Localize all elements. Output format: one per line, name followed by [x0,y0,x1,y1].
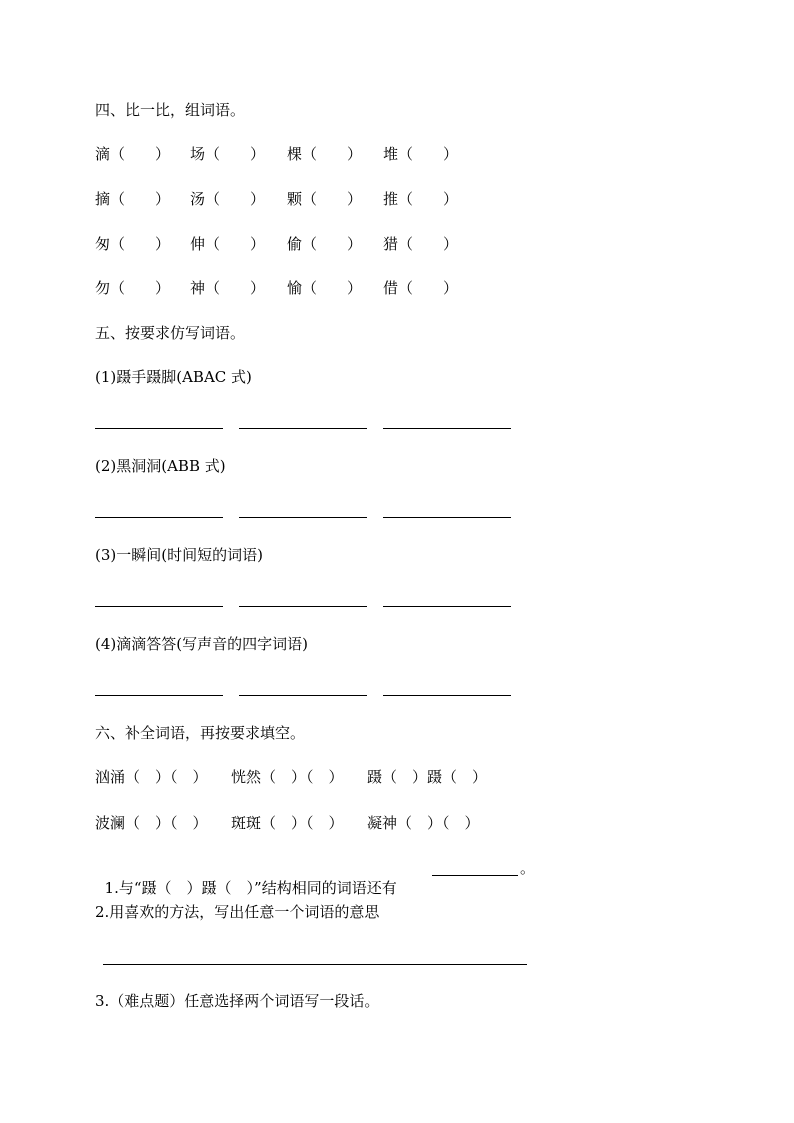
word-cell: 伸（ ） [190,235,266,253]
word-cell: 愉（ ） [287,279,363,297]
word-cell: 匆（ ） [95,235,171,253]
word-cell: 颗（ ） [287,190,363,208]
question-2: 2.用喜欢的方法，写出任意一个词语的意思 [95,903,380,921]
section-5-title: 五、按要求仿写词语。 [95,324,246,342]
idiom-cell: 斑斑（ ）（ ） [231,814,344,832]
word-cell: 摘（ ） [95,190,171,208]
word-cell: 推（ ） [383,190,459,208]
idiom-cell: 汹涌（ ）（ ） [95,768,208,786]
word-cell: 堆（ ） [383,145,459,163]
section-6-title: 六、补全词语，再按要求填空。 [95,724,306,742]
answer-blank[interactable] [432,875,518,876]
word-cell: 借（ ） [383,279,459,297]
answer-blank[interactable] [95,517,223,518]
answer-blank[interactable] [95,606,223,607]
question-3: 3.（难点题）任意选择两个词语写一段话。 [95,992,380,1010]
question-1-text: 1.与“蹑（ ）蹑（ ）”结构相同的词语还有 [104,879,397,897]
answer-blank[interactable] [383,606,511,607]
answer-blank[interactable] [95,695,223,696]
word-cell: 汤（ ） [190,190,266,208]
word-cell: 滴（ ） [95,145,171,163]
answer-blank[interactable] [239,517,367,518]
idiom-cell: 波澜（ ）（ ） [95,814,208,832]
section-4-title: 四、比一比，组词语。 [95,101,246,119]
prompt-item: (2)黑洞洞(ABB 式) [95,457,226,475]
word-cell: 猎（ ） [383,235,459,253]
idiom-cell: 凝神（ ）（ ） [367,814,480,832]
answer-blank[interactable] [239,606,367,607]
word-cell: 偷（ ） [287,235,363,253]
word-cell: 勿（ ） [95,279,171,297]
idiom-cell: 蹑（ ）蹑（ ） [367,768,488,786]
prompt-item: (3)一瞬间(时间短的词语) [95,546,263,564]
question-1 [95,858,397,898]
answer-blank[interactable] [383,428,511,429]
idiom-cell: 恍然（ ）（ ） [231,768,344,786]
question-1-end: 。 [520,859,536,877]
answer-blank[interactable] [239,695,367,696]
answer-blank[interactable] [239,428,367,429]
word-cell: 场（ ） [190,145,266,163]
word-cell: 棵（ ） [287,145,363,163]
answer-blank[interactable] [103,964,527,965]
prompt-item: (1)蹑手蹑脚(ABAC 式) [95,368,252,386]
word-cell: 神（ ） [190,279,266,297]
answer-blank[interactable] [383,695,511,696]
answer-blank[interactable] [383,517,511,518]
prompt-item: (4)滴滴答答(写声音的四字词语) [95,635,308,653]
answer-blank[interactable] [95,428,223,429]
